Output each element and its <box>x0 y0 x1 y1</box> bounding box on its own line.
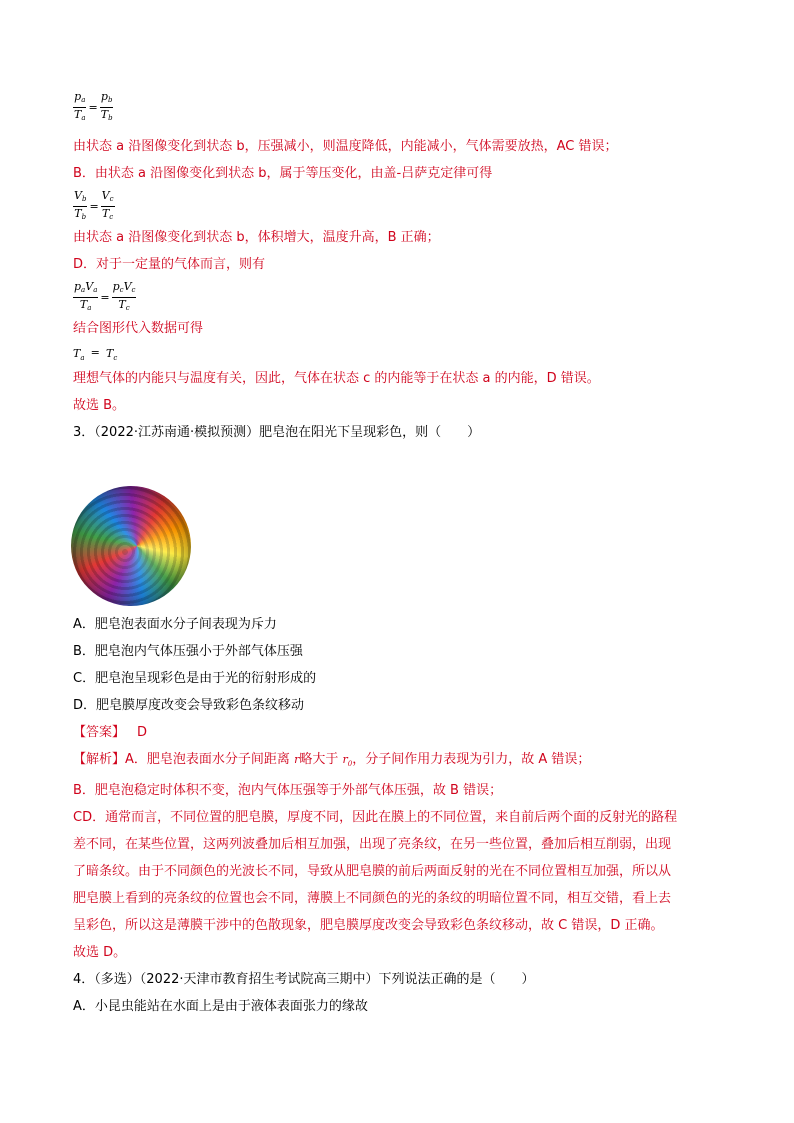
option-d: D．肥皂膜厚度改变会导致彩色条纹移动 <box>73 698 305 713</box>
analysis-line: B．肥皂泡稳定时体积不变，泡内气体压强等于外部气体压强，故 B 错误； <box>73 783 503 799</box>
question-3-block <box>73 616 733 1016</box>
equation-vb-tb-vc-tc: $\frac{V_b}{T_b}$ = $\frac{V_c}{T_c}$ <box>73 189 733 223</box>
fraction: $\frac{p_a}{T_a}$ <box>74 89 86 122</box>
analysis-line: 呈彩色，所以这是薄膜干涉中的色散现象，肥皂膜厚度改变会导致彩色条纹移动，故 C 错误，D 正确。 <box>73 918 664 934</box>
analysis-line: 由状态 a 沿图像变化到状态 b，体积增大，温度升高，B 正确； <box>73 230 440 245</box>
fraction: $\frac{p_cV_c}{T_c}$ <box>112 279 136 312</box>
fraction: $\frac{p_b}{T_b}$ <box>100 89 113 122</box>
equation-ta-tc: $T_a = T_c$ <box>73 346 118 362</box>
analysis-line: 差不同，在某些位置，这两列波叠加后相互加强，出现了亮条纹，在另一些位置，叠加后相互削弱，出现 <box>73 837 672 853</box>
analysis-line: 故选 B。 <box>73 398 126 413</box>
analysis-line: B．由状态 a 沿图像变化到状态 b，属于等压变化，由盖-吕萨克定律可得 <box>73 166 493 181</box>
option-c: C．肥皂泡呈现彩色是由于光的衍射形成的 <box>73 671 317 686</box>
answer-line <box>73 724 733 742</box>
analysis-line: 由状态 a 沿图像变化到状态 b，压强减小，则温度降低，内能减小，气体需要放热，AC 错误； <box>73 139 618 154</box>
document-page <box>73 88 733 442</box>
question-4-stem: 4．（多选）（2022·天津市教育招生考试院高三期中）下列说法正确的是（ ） <box>73 972 535 988</box>
analysis-line: 理想气体的内能只与温度有关，因此，气体在状态 c 的内能等于在状态 a 的内能，D 错误。 <box>73 371 600 386</box>
option-b: B．肥皂泡内气体压强小于外部气体压强 <box>73 644 303 659</box>
analysis-line: 了暗条纹。由于不同颜色的光波长不同，导致从肥皂膜的前后两面反射的光在不同位置相互加强，所以从 <box>73 864 672 880</box>
analysis-line: 【解析】A．肥皂泡表面水分子间距离 r略大于 $r_0$，分子间作用力表现为引力，故 A 错误； <box>73 752 591 769</box>
analysis-tag: 【解析】 <box>73 752 126 767</box>
question-3-stem: 3．（2022·江苏南通·模拟预测）肥皂泡在阳光下呈现彩色，则（ ） <box>73 425 481 440</box>
analysis-line: 故选 D。 <box>73 945 127 961</box>
answer-tag: 【答案】 <box>73 725 126 740</box>
equation-paVa-Ta-pcVc-Tc: $\frac{p_aV_a}{T_a}$ = $\frac{p_cV_c}{T_c}$ <box>73 280 733 314</box>
analysis-line: CD．通常而言，不同位置的肥皂膜，厚度不同，因此在膜上的不同位置，来自前后两个面的反射光的路程 <box>73 810 678 826</box>
option-a: A．小昆虫能站在水面上是由于液体表面张力的缘故 <box>73 999 368 1015</box>
fraction: $\frac{p_aV_a}{T_a}$ <box>74 279 98 312</box>
soap-bubble-image <box>71 486 191 606</box>
fraction: $\frac{V_b}{T_b}$ <box>74 188 87 221</box>
analysis-line: 结合图形代入数据可得 <box>73 321 204 336</box>
analysis-line: D．对于一定量的气体而言，则有 <box>73 257 266 272</box>
option-a: A．肥皂泡表面水分子间表现为斥力 <box>73 617 277 632</box>
fraction: $\frac{V_c}{T_c}$ <box>101 188 114 221</box>
equation-pa-ta-pb-tb: $\frac{p_a}{T_a}$ = $\frac{p_b}{T_b}$ <box>73 88 733 126</box>
analysis-line: 肥皂膜上看到的亮条纹的位置也会不同，薄膜上不同颜色的光的条纹的明暗位置不同，相互交错，看上去 <box>73 891 672 907</box>
answer-value: D <box>137 725 148 740</box>
